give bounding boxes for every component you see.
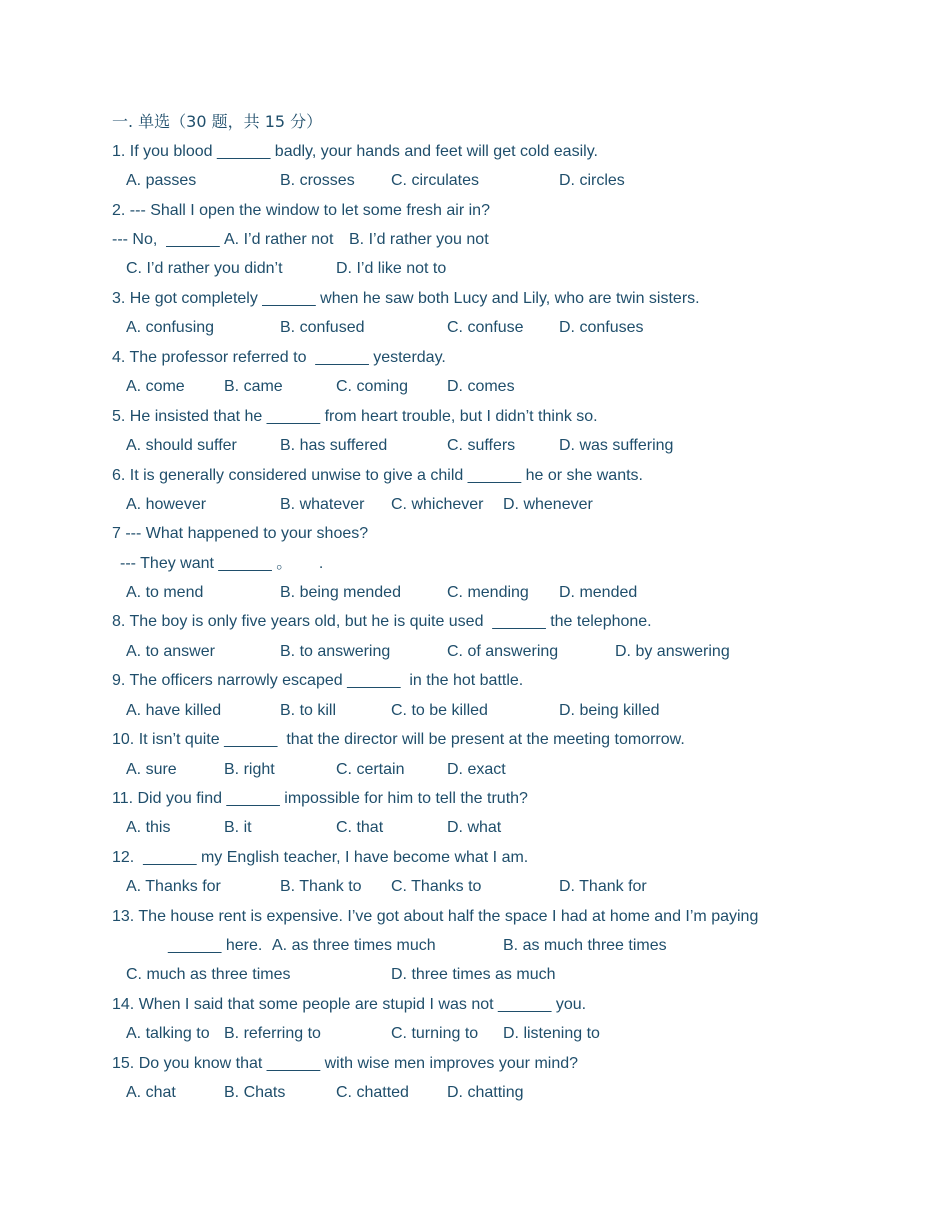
question-1-option-a: A. passes bbox=[126, 172, 197, 189]
question-5-option-c: C. suffers bbox=[447, 437, 516, 454]
question-7-option-a: A. to mend bbox=[126, 584, 204, 601]
question-14-option-a: A. talking to bbox=[126, 1025, 210, 1042]
question-7-option-d: D. mended bbox=[559, 584, 638, 601]
question-4-option-b: B. came bbox=[224, 378, 283, 395]
question-7-stem: 7 --- What happened to your shoes? bbox=[112, 525, 369, 542]
question-5-option-a: A. should suffer bbox=[126, 437, 237, 454]
question-4-option-a: A. come bbox=[126, 378, 185, 395]
question-13-option-d: D. three times as much bbox=[391, 966, 556, 983]
question-3-option-d: D. confuses bbox=[559, 319, 644, 336]
question-11-option-b: B. it bbox=[224, 819, 252, 836]
question-11-stem: 11. Did you find ______ impossible for him to tell the truth? bbox=[112, 790, 528, 807]
question-12-option-a: A. Thanks for bbox=[126, 878, 221, 895]
question-9-option-c: C. to be killed bbox=[391, 702, 488, 719]
question-9-option-b: B. to kill bbox=[280, 702, 337, 719]
question-10-option-b: B. right bbox=[224, 761, 275, 778]
question-6-option-a: A. however bbox=[126, 496, 207, 513]
question-1-option-c: C. circulates bbox=[391, 172, 480, 189]
question-1-stem: 1. If you blood ______ badly, your hands and feet will get cold easily. bbox=[112, 143, 598, 160]
question-13-option-c: C. much as three times bbox=[126, 966, 291, 983]
question-10-option-c: C. certain bbox=[336, 761, 405, 778]
question-15-stem: 15. Do you know that ______ with wise men improves your mind? bbox=[112, 1055, 579, 1072]
question-5-option-d: D. was suffering bbox=[559, 437, 674, 454]
question-15-option-b: B. Chats bbox=[224, 1084, 286, 1101]
question-2-option-c: C. I’d rather you didn’t bbox=[126, 260, 283, 277]
question-12-option-d: D. Thank for bbox=[559, 878, 647, 895]
question-6-option-b: B. whatever bbox=[280, 496, 365, 513]
question-9-stem: 9. The officers narrowly escaped ______ in the hot battle. bbox=[112, 672, 524, 689]
question-14-option-c: C. turning to bbox=[391, 1025, 479, 1042]
question-8-option-d: D. by answering bbox=[615, 643, 730, 660]
question-7-option-b: B. being mended bbox=[280, 584, 401, 601]
question-15-option-d: D. chatting bbox=[447, 1084, 524, 1101]
question-3-option-b: B. confused bbox=[280, 319, 365, 336]
question-15-option-c: C. chatted bbox=[336, 1084, 409, 1101]
question-10-option-d: D. exact bbox=[447, 761, 506, 778]
question-15-option-a: A. chat bbox=[126, 1084, 176, 1101]
question-6-stem: 6. It is generally considered unwise to give a child ______ he or she wants. bbox=[112, 467, 643, 484]
question-5-stem: 5. He insisted that he ______ from heart trouble, but I didn’t think so. bbox=[112, 408, 598, 425]
question-10-stem: 10. It isn’t quite ______ that the director will be present at the meeting tomorrow. bbox=[112, 731, 685, 748]
question-4-stem: 4. The professor referred to ______ yesterday. bbox=[112, 349, 446, 366]
question-4-option-d: D. comes bbox=[447, 378, 515, 395]
question-4-option-c: C. coming bbox=[336, 378, 409, 395]
question-2-option-a: A. I’d rather not bbox=[224, 231, 334, 248]
question-12-option-c: C. Thanks to bbox=[391, 878, 482, 895]
question-11-option-c: C. that bbox=[336, 819, 384, 836]
question-2-option-d: D. I’d like not to bbox=[336, 260, 447, 277]
question-6-option-c: C. whichever bbox=[391, 496, 484, 513]
question-13-option-b: B. as much three times bbox=[503, 937, 667, 954]
question-1-option-d: D. circles bbox=[559, 172, 625, 189]
question-12-stem: 12. ______ my English teacher, I have become what I am. bbox=[112, 849, 529, 866]
question-7-option-c: C. mending bbox=[447, 584, 529, 601]
question-13-option-a: A. as three times much bbox=[272, 937, 436, 954]
question-8-stem: 8. The boy is only five years old, but he is quite used ______ the telephone. bbox=[112, 613, 652, 630]
question-14-option-b: B. referring to bbox=[224, 1025, 321, 1042]
question-8-option-c: C. of answering bbox=[447, 643, 559, 660]
question-9-option-a: A. have killed bbox=[126, 702, 222, 719]
question-9-option-d: D. being killed bbox=[559, 702, 660, 719]
question-2-stem: 2. --- Shall I open the window to let some fresh air in? bbox=[112, 202, 490, 219]
question-8-option-a: A. to answer bbox=[126, 643, 215, 660]
question-14-stem: 14. When I said that some people are stupid I was not ______ you. bbox=[112, 996, 587, 1013]
section-title: 一. 单选（30 题，共 15 分） bbox=[112, 112, 323, 131]
question-1-option-b: B. crosses bbox=[280, 172, 355, 189]
question-5-option-b: B. has suffered bbox=[280, 437, 388, 454]
question-13-stem-line2: ______ here. bbox=[168, 937, 263, 954]
question-6-option-d: D. whenever bbox=[503, 496, 593, 513]
question-13-stem: 13. The house rent is expensive. I’ve got about half the space I had at home and I’m paying bbox=[112, 908, 759, 925]
question-11-option-a: A. this bbox=[126, 819, 171, 836]
question-3-option-c: C. confuse bbox=[447, 319, 524, 336]
question-11-option-d: D. what bbox=[447, 819, 502, 836]
question-14-option-d: D. listening to bbox=[503, 1025, 600, 1042]
question-2-stem-line2: --- No, ______ bbox=[112, 231, 220, 248]
question-3-option-a: A. confusing bbox=[126, 319, 215, 336]
question-2-option-b: B. I’d rather you not bbox=[349, 231, 489, 248]
question-12-option-b: B. Thank to bbox=[280, 878, 362, 895]
question-10-option-a: A. sure bbox=[126, 761, 177, 778]
question-7-stem-line2: --- They want ______ 。 . bbox=[120, 555, 324, 572]
question-3-stem: 3. He got completely ______ when he saw both Lucy and Lily, who are twin sisters. bbox=[112, 290, 700, 307]
question-8-option-b: B. to answering bbox=[280, 643, 391, 660]
